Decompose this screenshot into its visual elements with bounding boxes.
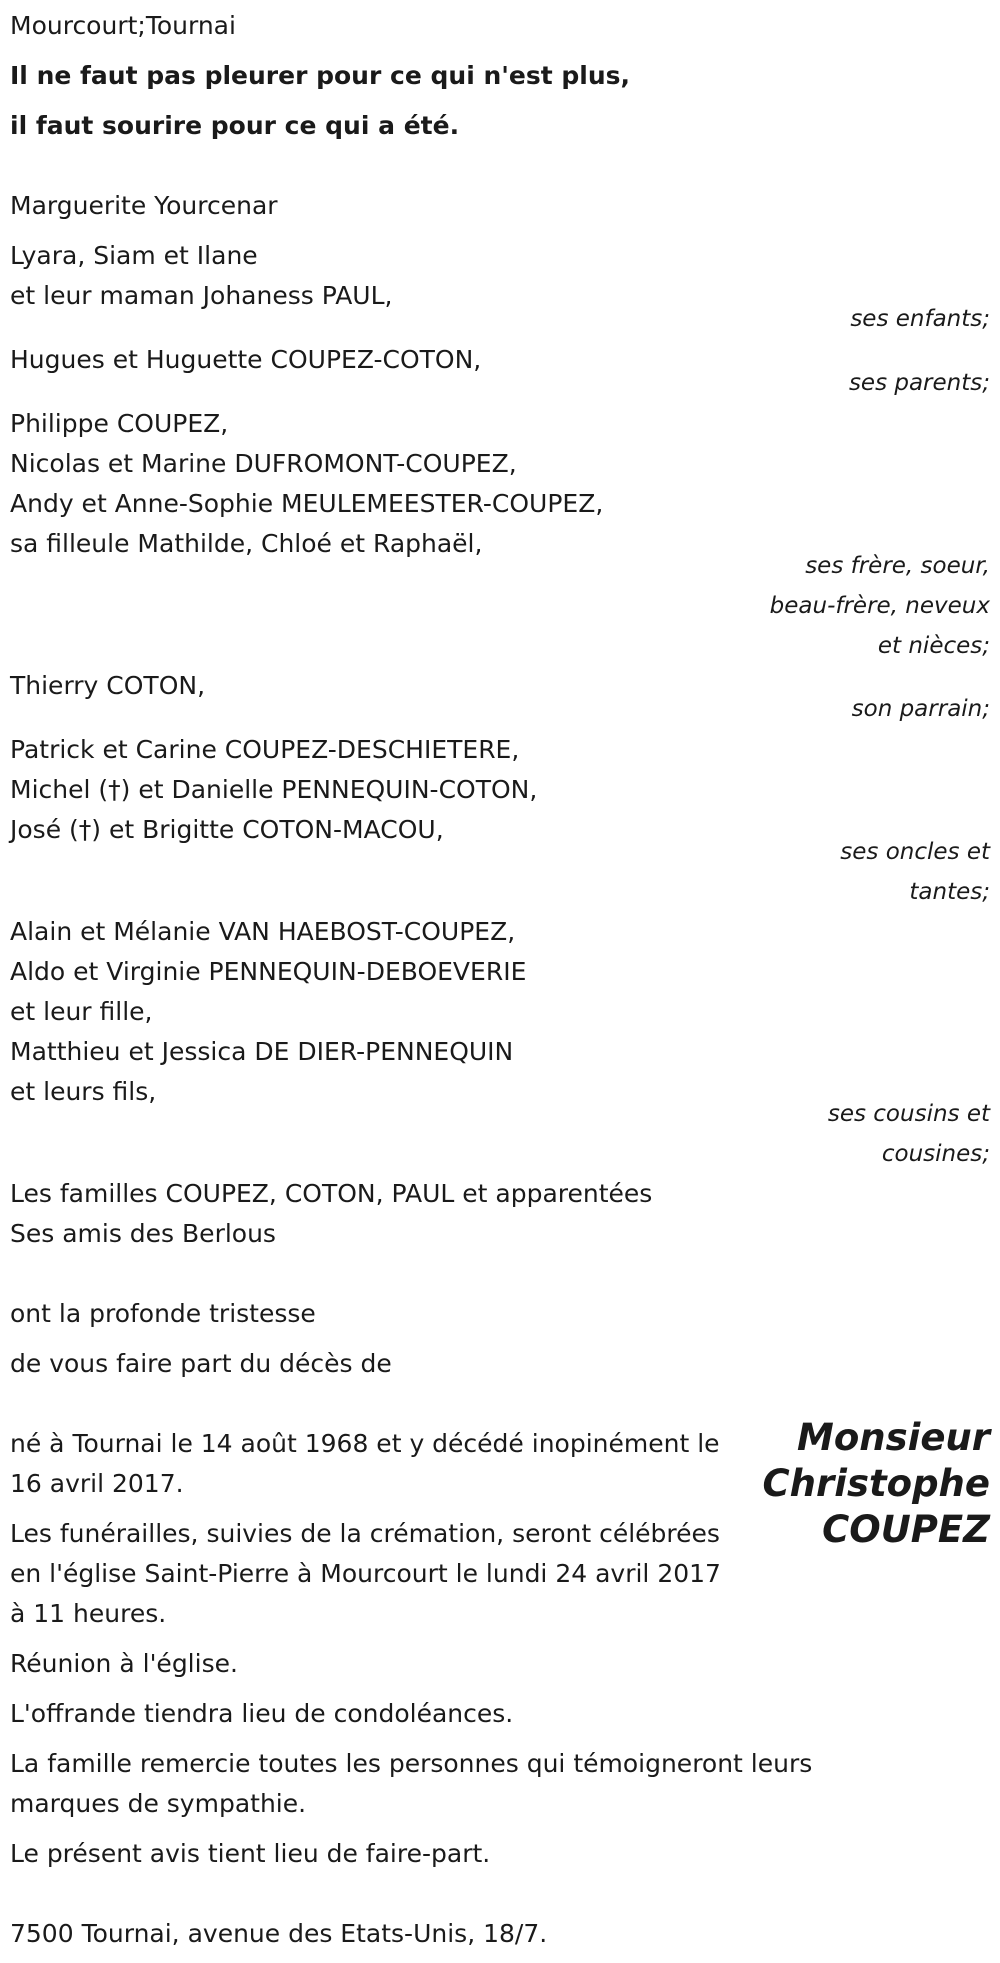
relation-label: son parrain; [851, 696, 990, 722]
relation-label: ses oncles et [840, 839, 990, 865]
meeting-text: Réunion à l'église. [10, 1649, 238, 1678]
relation-label: ses cousins et [827, 1101, 990, 1127]
quote-line-2: il faut sourire pour ce qui a été. [10, 111, 460, 140]
family-line: et leur maman Johaness PAUL, [10, 281, 393, 310]
quote-author: Marguerite Yourcenar [10, 191, 278, 220]
extended-family-line: Ses amis des Berlous [10, 1219, 276, 1248]
notice-text: Le présent avis tient lieu de faire-part. [10, 1839, 491, 1868]
relation-label: tantes; [909, 879, 990, 905]
family-line: sa filleule Mathilde, Chloé et Raphaël, [10, 529, 483, 558]
family-line: et leur fille, [10, 997, 153, 1026]
family-line: Andy et Anne-Sophie MEULEMEESTER-COUPEZ, [10, 489, 604, 518]
extended-family-line: Les familles COUPEZ, COTON, PAUL et apparentées [10, 1179, 653, 1208]
family-line: Aldo et Virginie PENNEQUIN-DEBOEVERIE [10, 957, 527, 986]
announcement-line: de vous faire part du décès de [10, 1349, 392, 1378]
family-line: Lyara, Siam et Ilane [10, 241, 258, 270]
relation-label: ses enfants; [850, 306, 990, 332]
address-text: 7500 Tournai, avenue des Etats-Unis, 18/7. [10, 1919, 548, 1948]
relation-label: cousines; [881, 1141, 990, 1167]
family-line: Patrick et Carine COUPEZ-DESCHIETERE, [10, 735, 520, 764]
family-line: Michel (†) et Danielle PENNEQUIN-COTON, [10, 775, 538, 804]
family-line: Thierry COTON, [10, 671, 206, 700]
relation-label: beau-frère, neveux [769, 593, 990, 619]
family-line: Nicolas et Marine DUFROMONT-COUPEZ, [10, 449, 517, 478]
family-line: Philippe COUPEZ, [10, 409, 229, 438]
quote-line-1: Il ne faut pas pleurer pour ce qui n'est plus, [10, 61, 631, 90]
offering-text: L'offrande tiendra lieu de condoléances. [10, 1699, 514, 1728]
relation-label: ses frère, soeur, [805, 553, 990, 579]
deceased-first-name: Christophe [762, 1462, 990, 1505]
family-line: et leurs fils, [10, 1077, 157, 1106]
birth-death-text: né à Tournai le 14 août 1968 et y décédé inopinément le 16 avril 2017. [10, 1429, 720, 1498]
family-line: José (†) et Brigitte COTON-MACOU, [10, 815, 444, 844]
deceased-last-name: COUPEZ [822, 1508, 990, 1551]
deceased-title: Monsieur [797, 1416, 990, 1459]
location-header: Mourcourt;Tournai [10, 11, 236, 40]
thanks-text: La famille remercie toutes les personnes qui témoigneront leurs marques de sympathie. [10, 1749, 813, 1818]
relation-label: ses parents; [848, 370, 990, 396]
family-line: Alain et Mélanie VAN HAEBOST-COUPEZ, [10, 917, 516, 946]
announcement-line: ont la profonde tristesse [10, 1299, 316, 1328]
relation-label: et nièces; [877, 633, 990, 659]
deceased-name [763, 1415, 990, 1553]
funeral-text: Les funérailles, suivies de la crémation, seront célébrées en l'église Saint-Pierre à Mourcourt le lundi 24 avril 2017 à 11 heures. [10, 1519, 721, 1628]
family-line: Matthieu et Jessica DE DIER-PENNEQUIN [10, 1037, 514, 1066]
family-line: Hugues et Huguette COUPEZ-COTON, [10, 345, 482, 374]
